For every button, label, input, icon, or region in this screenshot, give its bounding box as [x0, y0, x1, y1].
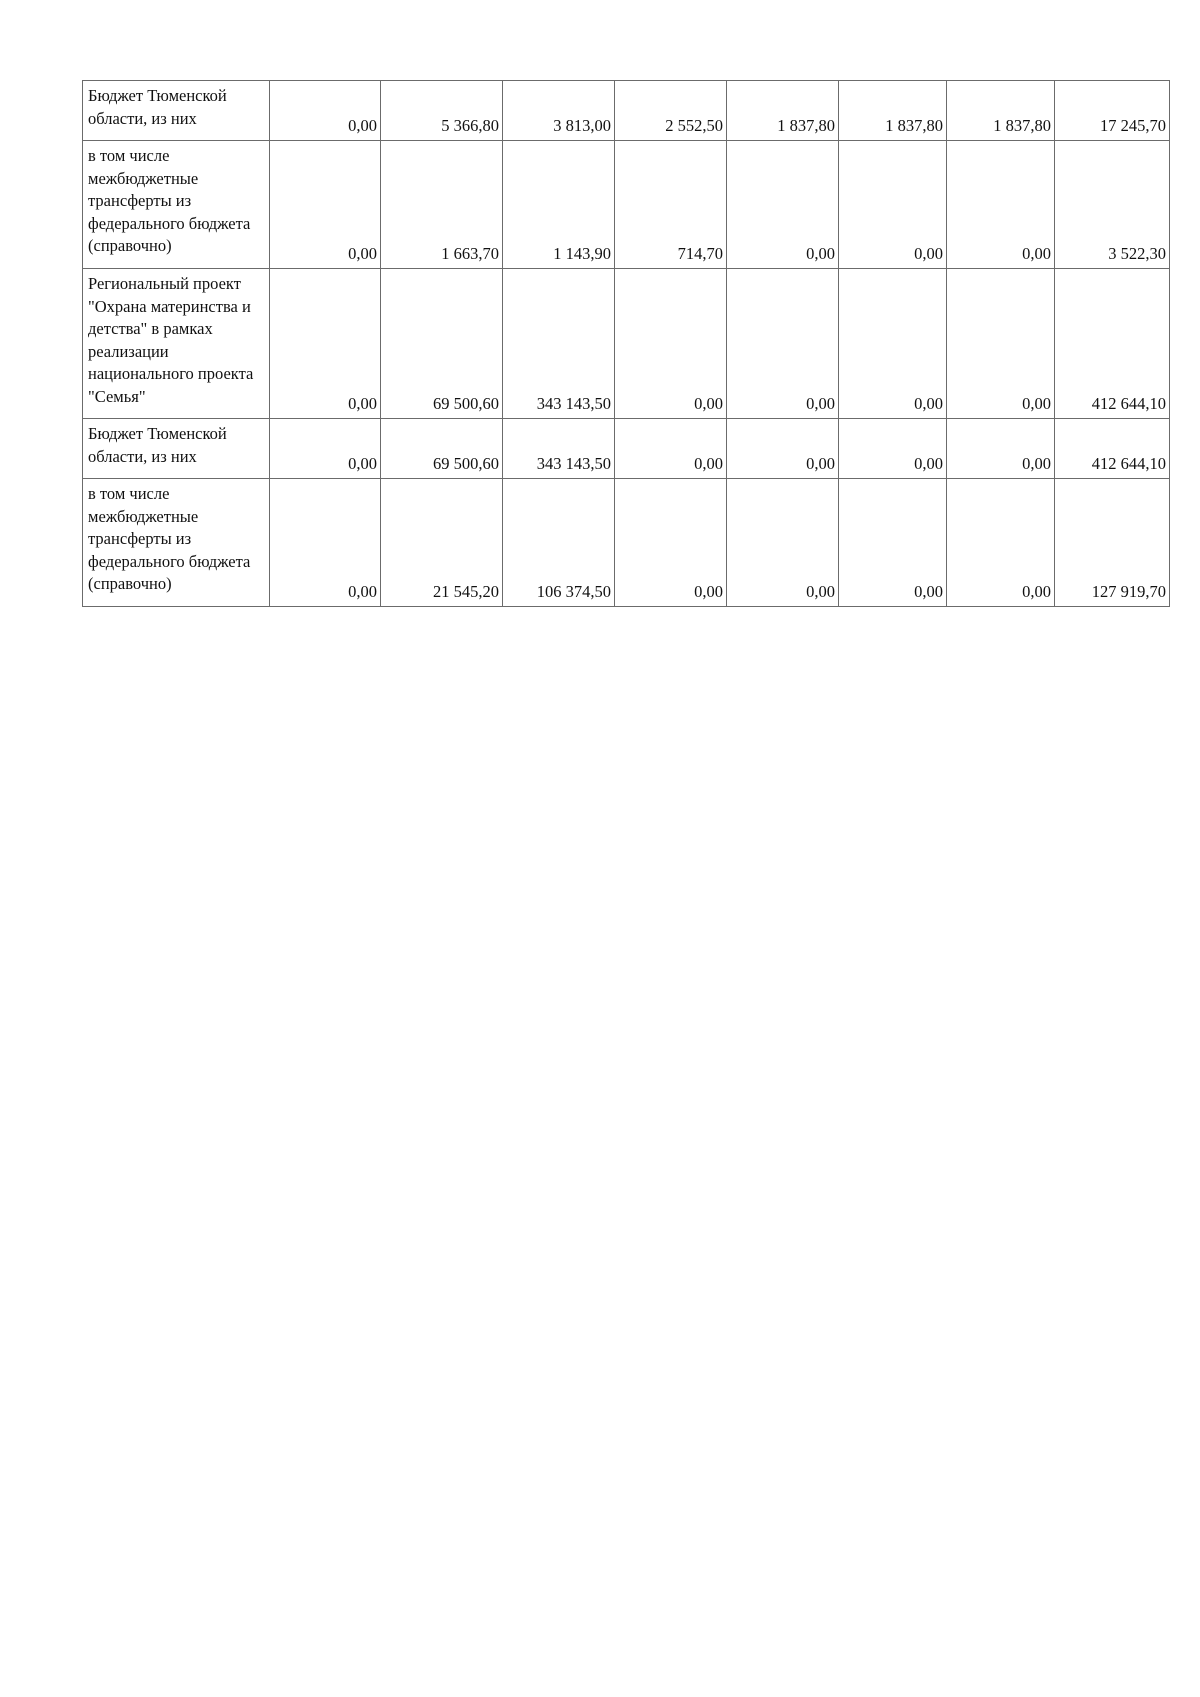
value-cell: 0,00 [947, 269, 1055, 419]
value-cell: 0,00 [270, 419, 381, 479]
row-label: Региональный проект "Охрана материнства и детства" в рамках реализации национального проекта "Семья" [83, 269, 270, 419]
table-row [83, 81, 1170, 141]
table-row [83, 479, 1170, 607]
value-cell: 1 837,80 [947, 81, 1055, 141]
value-cell: 21 545,20 [381, 479, 503, 607]
table-row [83, 269, 1170, 419]
value-cell: 0,00 [839, 141, 947, 269]
value-cell: 69 500,60 [381, 269, 503, 419]
row-label: в том числе межбюджетные трансферты из федерального бюджета (справочно) [83, 141, 270, 269]
value-cell: 0,00 [727, 269, 839, 419]
value-cell: 343 143,50 [503, 269, 615, 419]
row-label: Бюджет Тюменской области, из них [83, 419, 270, 479]
budget-table [82, 80, 1170, 607]
value-cell: 5 366,80 [381, 81, 503, 141]
total-cell: 3 522,30 [1055, 141, 1170, 269]
value-cell: 1 143,90 [503, 141, 615, 269]
value-cell: 0,00 [270, 269, 381, 419]
value-cell: 0,00 [615, 269, 727, 419]
value-cell: 0,00 [727, 141, 839, 269]
value-cell: 0,00 [727, 419, 839, 479]
value-cell: 0,00 [727, 479, 839, 607]
total-cell: 127 919,70 [1055, 479, 1170, 607]
value-cell: 1 837,80 [839, 81, 947, 141]
row-label: в том числе межбюджетные трансферты из федерального бюджета (справочно) [83, 479, 270, 607]
value-cell: 0,00 [270, 479, 381, 607]
value-cell: 0,00 [947, 141, 1055, 269]
total-cell: 17 245,70 [1055, 81, 1170, 141]
value-cell: 0,00 [615, 479, 727, 607]
value-cell: 0,00 [270, 81, 381, 141]
row-label: Бюджет Тюменской области, из них [83, 81, 270, 141]
value-cell: 343 143,50 [503, 419, 615, 479]
value-cell: 0,00 [615, 419, 727, 479]
value-cell: 0,00 [947, 419, 1055, 479]
table-row [83, 141, 1170, 269]
value-cell: 0,00 [839, 419, 947, 479]
value-cell: 69 500,60 [381, 419, 503, 479]
value-cell: 714,70 [615, 141, 727, 269]
total-cell: 412 644,10 [1055, 269, 1170, 419]
total-cell: 412 644,10 [1055, 419, 1170, 479]
value-cell: 0,00 [839, 479, 947, 607]
value-cell: 2 552,50 [615, 81, 727, 141]
value-cell: 0,00 [270, 141, 381, 269]
value-cell: 0,00 [839, 269, 947, 419]
table-row [83, 419, 1170, 479]
value-cell: 1 837,80 [727, 81, 839, 141]
value-cell: 3 813,00 [503, 81, 615, 141]
value-cell: 106 374,50 [503, 479, 615, 607]
value-cell: 1 663,70 [381, 141, 503, 269]
value-cell: 0,00 [947, 479, 1055, 607]
